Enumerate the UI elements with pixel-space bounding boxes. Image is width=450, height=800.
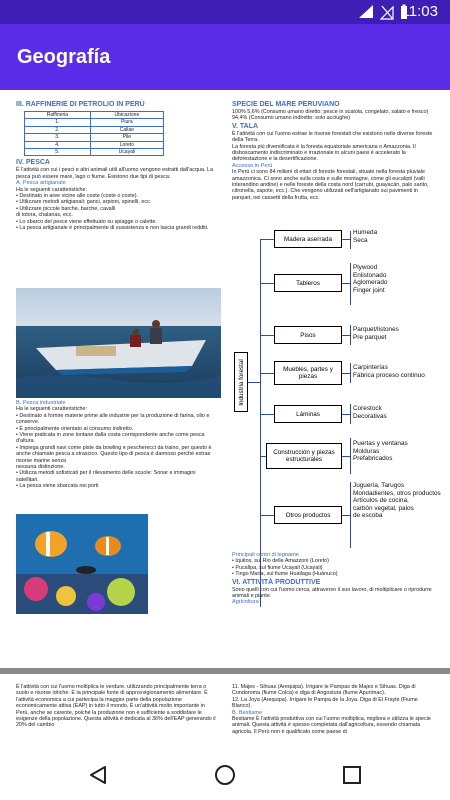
coral-fish-photo <box>16 514 148 614</box>
document-page <box>0 674 450 750</box>
list-item: • Utilizzare piccole barche, barche, cavalli <box>16 205 116 212</box>
list-item: • Tingo Maria, sul fiume Huallaga (Huánuco) <box>232 571 338 578</box>
centers-subheading: Principali centri di legname <box>232 552 299 558</box>
tala-paragraph: È l'attività con cui l'uomo estrae le risorse forestali che esistono nelle diverse foreste della Terra. <box>232 130 433 144</box>
table-cell: 4. <box>25 141 91 148</box>
diagram-node: Láminas <box>274 405 342 423</box>
table-cell: 5. <box>25 149 91 156</box>
page-title: Geografía <box>17 46 111 68</box>
table-header: Ubicazione <box>90 112 163 119</box>
diagram-node: Pisos <box>274 326 342 344</box>
list-item: • Iquitos, sul Rio delle Amazzoni (Loreto) <box>232 558 329 565</box>
table-cell: Pile <box>90 134 163 141</box>
diagram-output: Carpinterías Fábrica proceso continuo <box>353 364 425 379</box>
table-cell: 1. <box>25 119 91 126</box>
clock: 11:03 <box>401 3 438 20</box>
diagram-output: Juguería, Tarugos Mondadientes, otros productos Artículos de cocina, carbón vegetal, palos de escoba <box>353 482 441 520</box>
fishing-heading: IV. PESCA <box>16 159 50 167</box>
list-item: • La pesca viene sbarcata nei porti <box>16 483 99 490</box>
tala-paragraph: La foresta più diversificata è la foresta equatoriale americana o Amazzonia. Il disboscamento indiscriminato e irrazionale in alcuni paesi è accelerato la deforestazione e la desertificazione. <box>232 143 416 163</box>
table-row <box>25 119 164 126</box>
list-item: 12. La Joya (Arequipa). Irrigare le Pampa de la Joya. Diga di El Frayle (Fiume Blanco). <box>232 696 418 710</box>
industrial-intro: Ha le seguenti caratteristiche: <box>16 406 88 413</box>
industrial-subheading: B. Pesca industriale <box>16 400 66 406</box>
list-item: nessuna distinzione. <box>16 464 65 471</box>
diagram-output: Puertas y ventanas Molduras Prefabricados <box>353 440 408 463</box>
pdf-viewer[interactable] <box>0 90 450 750</box>
diagram-node: Madera aserrada <box>274 230 342 248</box>
agriculture-subheading: Agricoltura <box>232 599 259 606</box>
fishing-intro: È l'attività con cui i pesci e altri animali utili all'uomo vengono estratti dall'acqua. La pesca può essere mare, lago o fiume. Esistono due tipi di pesca: <box>16 167 213 180</box>
livestock-subheading: B. Bestiame <box>232 709 263 716</box>
wood-centers-section <box>232 552 438 606</box>
app-bar <box>0 24 450 90</box>
industrial-section <box>16 400 219 490</box>
table-cell: Ucayali <box>90 149 163 156</box>
home-icon[interactable] <box>214 764 236 786</box>
navigation-bar <box>0 750 450 800</box>
wifi-icon <box>358 4 374 20</box>
back-icon[interactable] <box>88 765 108 785</box>
status-bar <box>0 0 450 24</box>
list-item: di totora, chalanas, ecc. <box>16 212 73 219</box>
activities-paragraph: Sono quelli con cui l'uomo cerca, attraverso il suo lavoro, di moltiplicare o riprodurre animali e piante. <box>232 586 432 600</box>
right-column <box>232 100 438 201</box>
tala-heading: V. TALA <box>232 122 259 130</box>
diagram-node: Muebles, partes y piezas <box>274 361 342 385</box>
species-text: 100% 5,6% (Consumo umano diretto: pesce in scatola, congelato, salato e fresco) 94,4% (Consumo umano indiretto: solo acciughe) <box>232 109 429 122</box>
artisanal-subheading: A. Pesca artigianale <box>16 180 66 187</box>
diagram-output: Humeda Seca <box>353 229 378 244</box>
table-row <box>25 126 164 133</box>
list-item: • Viene praticata in zone lontane dalla costa corrispondente anche come pesca d'altura. <box>16 432 205 445</box>
fishing-boat-photo <box>16 288 221 398</box>
left-column <box>16 100 219 232</box>
list-item: • Utilizza metodi sofisticati per il rilevamento delle scuole: Sonar e immagini satellitari. <box>16 470 196 483</box>
activities-heading: VI. ATTIVITÀ PRODUTTIVE <box>232 578 321 586</box>
table-cell: Callao <box>90 126 163 133</box>
document-page <box>0 90 450 668</box>
page2-right-column <box>232 684 438 735</box>
diagram-root: Industria forestal <box>234 352 248 412</box>
recents-icon[interactable] <box>342 765 362 785</box>
table-row <box>25 149 164 156</box>
species-heading: SPECIE DEL MARE PERUVIANO <box>232 101 340 108</box>
list-item: 11. Majes - Sihuas (Arequipa). Irrigare le Pampas de Majes e Sihuas. Diga di Condoroma (fiume Colca) e diga di Angostura (fiume Apurímac). <box>232 684 416 697</box>
diagram-node: Otros productos <box>274 506 342 524</box>
list-item: • Utilizzare metodi artigianali: ganci, arpioni, spinelli, ecc. <box>16 199 152 206</box>
access-paragraph: In Perù ci sono 84 milioni di ettari di foreste forestali, situate nella foresta pluviale amazzonica. Ci sono anche sulla costa e sulle montagne, come gli eucalipti (valli interandino andine) e nelle foreste della costa nord (carrubi, guayacán, palo santo, citronella, sapote, ecc.). Che vengono utilizzati nell'artigianato sui pavimenti in parquet, nei cassetti della frutta, ecc. <box>232 169 429 201</box>
table-header: Raffineria <box>25 112 91 119</box>
list-item: • È principalmente orientato al consumo indiretto. <box>16 425 134 432</box>
diagram-node: Construcción y piezas estructurales <box>266 443 342 469</box>
table-cell: 2. <box>25 126 91 133</box>
diagram-output: Parquet/listones Pre parquet <box>353 326 399 341</box>
list-item: • Pucallpa, sul fiume Ucayali (Ucayali) <box>232 564 323 571</box>
list-item: • Impiega grandi navi come piste da bowling e pescherecci da traino, per questo è anche chiamato pesca a strascico. Questo tipo di pesca è dannoso perché estrae risorse marine senza <box>16 444 212 464</box>
signal-icon <box>380 4 394 20</box>
refinery-heading: III. RAFFINERIE DI PETROLIO IN PERÙ <box>16 101 145 108</box>
artisanal-intro: Ha le seguenti caratteristiche: <box>16 186 88 193</box>
table-cell: Piura <box>90 119 163 126</box>
access-subheading: Accesso in Perù <box>232 162 273 169</box>
table-cell: 3. <box>25 134 91 141</box>
diagram-output: Plywood Enlistonado Aglomerado Finger joint <box>353 264 388 294</box>
table-row <box>25 134 164 141</box>
list-item: • Lo sbarco del pesce viene effettuato su spiagge o calette. <box>16 218 157 225</box>
table-cell: Loreto <box>90 141 163 148</box>
list-item: • Destinato in aree vicine alle coste (coste o coste). <box>16 193 139 200</box>
livestock-paragraph: Bestiame È l'attività produttiva con cui l'uomo moltiplica, migliora e utilizza le specie animali. Questa attività è spesso completata dall'agricoltura, essendo chiamata agricola. Il Perù non è qualificato come paese di <box>232 716 431 735</box>
refinery-table <box>24 111 164 156</box>
diagram-output: Corestock Decorativas <box>353 405 387 420</box>
table-row <box>25 141 164 148</box>
agriculture-paragraph: È l'attività con cui l'uomo moltiplica le verdure, utilizzando principalmente terra o suolo e risorse idriche. È la principale fonte di approvvigionamento alimentare. È l'attività economica a cui partecipa la maggior parte della popolazione economicamente attiva (EAP) in tutto il mondo. È un'attività molto importante in Perù, anche se carente, poiché la produzione non è sufficiente a soddisfare le esigenze della popolazione. Questa attività è dedicata al 36% dell'EAP generando il 20% del cambio <box>16 684 216 729</box>
list-item: • La pesca artigianale è principalmente di sussistenza e non lascia grandi redditi. <box>16 225 209 232</box>
list-item: • Destinato a fornire materie prime alle industrie per la produzione di farina, olio e conserve. <box>16 412 210 426</box>
diagram-node: Tableros <box>274 274 342 292</box>
